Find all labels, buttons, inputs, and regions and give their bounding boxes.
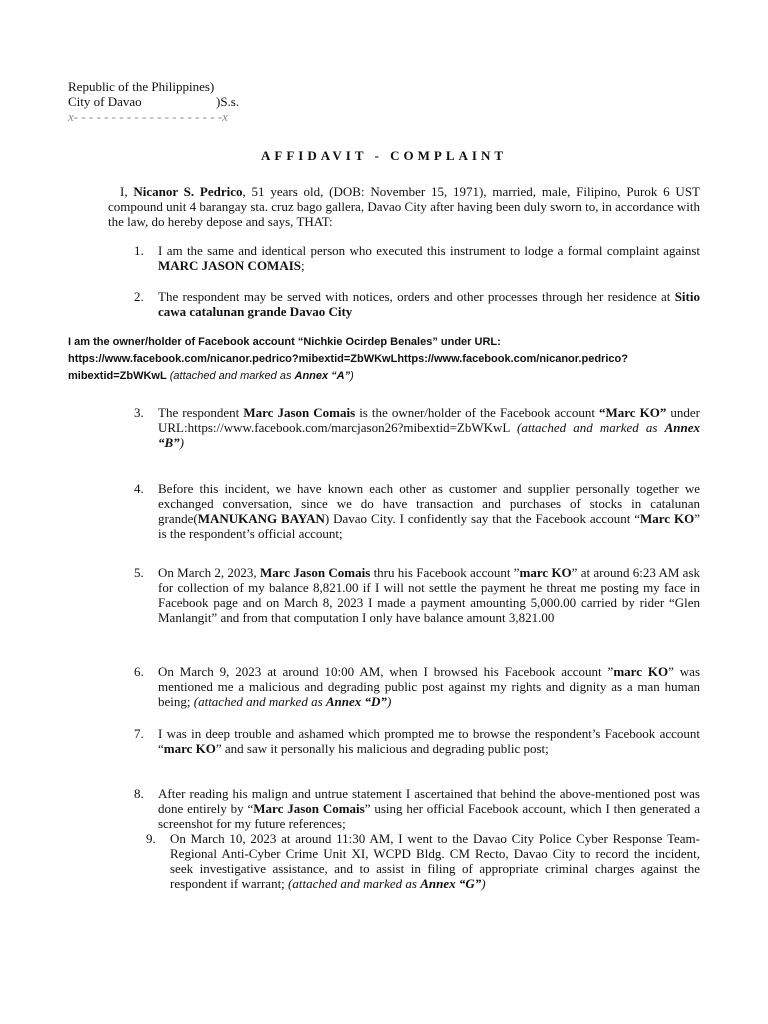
fb-line-1 [68, 334, 698, 351]
fb-annex: Annex “A” [294, 370, 351, 382]
paragraph-9 [146, 831, 700, 891]
p5-pre: On March 2, 2023, [158, 565, 260, 580]
fb-line-2 [68, 351, 698, 368]
p4-post: ” is the respondent’s official account; [158, 511, 700, 541]
p6-pre: On March 9, 2023 at around 10:00 AM, when I browsed his Facebook account ” [158, 664, 614, 679]
venue-city [68, 94, 239, 109]
paragraph-number: 6. [134, 664, 144, 679]
p3-annex-pre: (attached and marked as [517, 420, 665, 435]
respondent-name: Marc Jason Comais [259, 565, 371, 580]
paragraph-8 [134, 786, 700, 831]
affiant-name: Nicanor S. Pedrico [133, 184, 243, 199]
fb-pre: I am the owner/holder of Facebook account [68, 336, 298, 348]
paragraph-5 [134, 565, 700, 625]
paragraph-number: 7. [134, 726, 144, 741]
fb-annex-pre: (attached and marked as [166, 370, 295, 382]
respondent-account: Marc KO [640, 511, 695, 526]
paragraph-1 [134, 243, 700, 273]
paragraph-7 [134, 726, 700, 756]
p6-annex-pre: (attached and marked as [193, 694, 326, 709]
p8-pre: After reading his malign and untrue statement I ascertained that behind the above-mentioned post was done entirely by “ [158, 786, 700, 816]
p3-mid: is the owner/holder of the Facebook account [355, 405, 599, 420]
p5-mid: thru his Facebook account ” [370, 565, 520, 580]
p1-end: ; [301, 258, 305, 273]
p8-post: ” using her official Facebook account, which I then generated a screenshot for my future references; [158, 801, 700, 831]
fb-account-name: “Nichkie Ocirdep Benales” [297, 336, 438, 348]
venue-divider: x- - - - - - - - - - - - - - - - - - - -x [68, 109, 228, 124]
respondent-account: marc KO [519, 565, 572, 580]
fb-annex-close: ) [350, 370, 354, 382]
p5-post: ” at around 6:23 AM ask for collection of my balance 8,821.00 if I will not settle the payment he threat me posting my face in Facebook page and on March 8, 2023 I made a payment amounting 5,000.00 carried by rider “Glen Manlangit” and from that computation I only have balance amount 3,821.00 [158, 565, 700, 625]
venue-ss: )S.s. [216, 94, 240, 109]
respondent-name: MARC JASON COMAIS [158, 258, 301, 273]
venue-country: Republic of the Philippines) [68, 79, 215, 94]
paragraph-number: 1. [134, 243, 144, 258]
facebook-account-paragraph [68, 334, 698, 385]
p7-pre: I was in deep trouble and ashamed which prompted me to browse the respondent’s Facebook account “ [158, 726, 700, 756]
paragraph-4 [134, 481, 700, 541]
p1-text: I am the same and identical person who executed this instrument to lodge a formal complaint against [158, 243, 700, 258]
fb-mid: under URL: [437, 336, 501, 348]
p4-pre: Before this incident, we have known each other as customer and supplier personally together we exchanged conversation, since we do have transaction and purchases of stocks in catalunan grande( [158, 481, 700, 526]
venue-header [68, 79, 239, 124]
intro-paragraph [108, 184, 700, 229]
respondent-name: Marc Jason Comais [243, 405, 356, 420]
paragraph-number: 9. [146, 831, 156, 846]
p9-annex-close: ) [481, 876, 486, 891]
p3-post: under URL:https://www.facebook.com/marcjason26?mibextid=ZbWKwL [158, 405, 700, 435]
respondent-name: Marc Jason Comais [253, 801, 365, 816]
intro-post: , 51 years old, (DOB: November 15, 1971), married, male, Filipino, Purok 6 UST compound unit 4 barangay sta. cruz bago gallera, Davao City after having been duly sworn to, in accordance with the law, do hereby depose and says, THAT: [108, 184, 700, 229]
respondent-account: “Marc KO” [598, 405, 667, 420]
respondent-account: marc KO [613, 664, 669, 679]
p2-text: The respondent may be served with notices, orders and other processes through her residence at [158, 289, 675, 304]
paragraph-number: 3. [134, 405, 144, 420]
business-name: MANUKANG BAYAN [197, 511, 325, 526]
p4-mid: ) Davao City. I confidently say that the Facebook account “ [324, 511, 640, 526]
respondent-account: marc KO [163, 741, 216, 756]
paragraph-3 [134, 405, 701, 450]
p9-annex-pre: (attached and marked as [288, 876, 421, 891]
paragraph-number: 5. [134, 565, 144, 580]
paragraph-6 [134, 664, 701, 709]
document-title: AFFIDAVIT - COMPLAINT [260, 148, 508, 163]
fb-url-2: mibextid=ZbWKwL [68, 370, 167, 382]
fb-line-3 [68, 368, 698, 385]
p9-annex: Annex “G” [420, 876, 482, 891]
p3-annex-close: ) [179, 435, 185, 450]
p3-pre: The respondent [158, 405, 244, 420]
fb-url-1: https://www.facebook.com/nicanor.pedrico?mibextid=ZbWKwLhttps://www.facebook.com/nicanor.pedrico? [68, 353, 628, 365]
p9-pre: On March 10, 2023 at around 11:30 AM, I went to the Davao City Police Cyber Response Team-Regional Anti-Cyber Crime Unit XI, WCPD Bldg. CM Recto, Davao City to record the incident, seek investigative assistance, and to assist in filing of appropriate criminal charges against the respondent if warrant; [170, 831, 700, 891]
paragraph-number: 4. [134, 481, 144, 496]
venue-city-name: City of Davao [68, 94, 142, 109]
respondent-address: Sitio cawa catalunan grande Davao City [158, 289, 700, 319]
paragraph-number: 8. [134, 786, 144, 801]
p6-annex: Annex “D” [325, 694, 387, 709]
p3-annex: Annex “B” [158, 420, 701, 450]
intro-pre: I, [120, 184, 134, 199]
paragraph-2 [134, 289, 700, 319]
p6-post: ” was mentioned me a malicious and degrading public post against my rights and dignity as a man human being; [158, 664, 701, 709]
p7-post: ” and saw it personally his malicious and degrading public post; [215, 741, 549, 756]
p6-annex-close: ) [386, 694, 392, 709]
paragraph-number: 2. [134, 289, 144, 304]
